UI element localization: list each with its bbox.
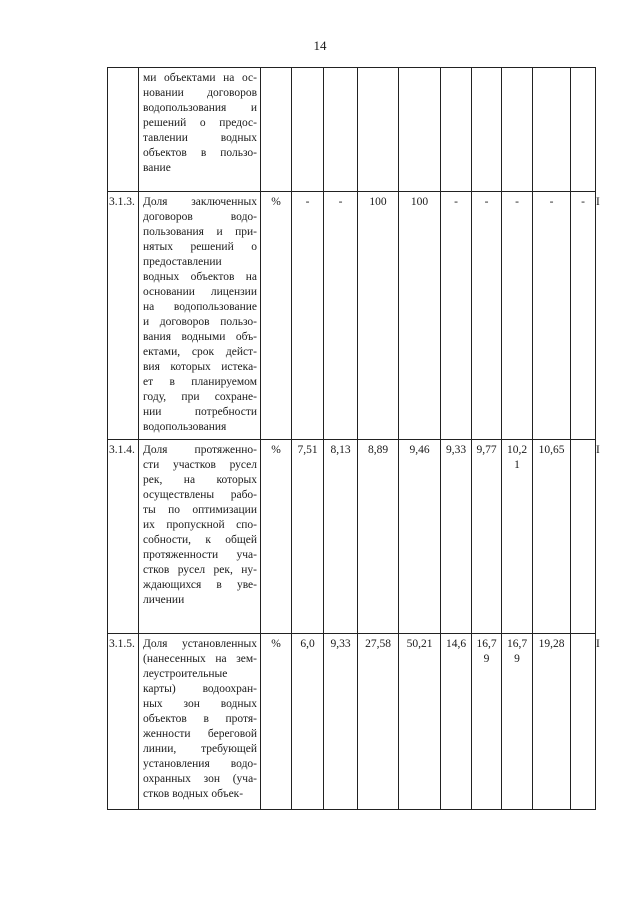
value-cell: 100 — [358, 192, 399, 440]
indicator-description-cell — [139, 440, 261, 634]
description-line: пользования и при- — [143, 226, 257, 238]
value-cell: 8,89 — [358, 440, 399, 634]
description-line: водных объектов на — [143, 271, 257, 283]
value-cell: 50,21 — [399, 634, 441, 810]
table-row: 3.1.4. Доля протяженно- сти участков русел рек, на которых осуществлены рабо- ты по оптимизации их пропускной спо- собности, к общей протяженности уча- стков русел рек, ну- ждающихся в уве- личении % 7,51 8,13 8,89 9,46 9,33 9,77 10,2 1 10,65 I — [108, 440, 596, 634]
description-line: тавлении водных — [143, 132, 257, 144]
value-cell — [358, 68, 399, 192]
description-line: году, при сохране- — [143, 391, 257, 403]
value-cell: - — [292, 192, 324, 440]
value-cell: - — [441, 192, 472, 440]
description-line: вия которых истека- — [143, 361, 257, 373]
description-line: объектов в протя- — [143, 713, 257, 725]
value-cell — [571, 634, 596, 810]
value-cell: 14,6 — [441, 634, 472, 810]
description-line: на водопользование — [143, 301, 257, 313]
value-cell: 16,7 9 — [502, 634, 533, 810]
value-cell: - — [324, 192, 358, 440]
description-line: собности, к общей — [143, 534, 257, 546]
value-cell — [502, 68, 533, 192]
description-line: сти участков русел — [143, 459, 257, 471]
value-cell — [292, 68, 324, 192]
description-line: объектов в пользо- — [143, 147, 257, 159]
value-cell: 9,33 — [324, 634, 358, 810]
unit-cell: % — [261, 440, 292, 634]
value-cell: 19,28 — [533, 634, 571, 810]
description-line: решений о предос- — [143, 117, 257, 129]
row-number-cell: 3.1.5. — [108, 634, 139, 810]
description-line: осуществлены рабо- — [143, 489, 257, 501]
value-cell: 9,33 — [441, 440, 472, 634]
description-line: ты по оптимизации — [143, 504, 257, 516]
indicator-table — [107, 67, 600, 810]
description-line: женности береговой — [143, 728, 257, 740]
description-line: охранных зон (уча- — [143, 773, 257, 785]
description-line: вания водными объ- — [143, 331, 257, 343]
description-line: ждающихся в уве- — [143, 579, 257, 591]
value-cell — [571, 68, 596, 192]
value-cell: - — [571, 192, 596, 440]
description-line: и договоров пользо- — [143, 316, 257, 328]
description-line: протяженности уча- — [143, 549, 257, 561]
description-line: леустроительные — [143, 668, 228, 680]
unit-cell: % — [261, 192, 292, 440]
value-cell: 7,51 — [292, 440, 324, 634]
description-line: нятых решений о — [143, 241, 257, 253]
description-line: новании договоров — [143, 87, 257, 99]
value-cell — [533, 68, 571, 192]
value-cell: 10,65 — [533, 440, 571, 634]
description-line: их пропускной спо- — [143, 519, 257, 531]
row-number-cell: 3.1.3. — [108, 192, 139, 440]
table-row: 3.1.5. Доля установленных (нанесенных на зем- леустроительные карты) водоохран- ных зон водных объектов в протя- женности береговой линии, требующей установления водо- охранных зон (уча- стков водных объек- % 6,0 9,33 27,58 50,21 14,6 16,7 9 16,7 9 19,28 I — [108, 634, 596, 810]
description-line: договоров водо- — [143, 211, 257, 223]
description-line: Доля заключенных — [143, 196, 257, 208]
value-cell: - — [533, 192, 571, 440]
description-line: вание — [143, 162, 171, 174]
description-line: (нанесенных на зем- — [143, 653, 257, 665]
description-line: стков водных объек- — [143, 788, 244, 800]
unit-cell — [261, 68, 292, 192]
value-cell: - — [472, 192, 502, 440]
value-cell — [571, 440, 596, 634]
table-row — [108, 68, 596, 192]
value-cell: 10,2 1 — [502, 440, 533, 634]
value-cell: 9,46 — [399, 440, 441, 634]
value-cell: 16,7 9 — [472, 634, 502, 810]
value-cell: 8,13 — [324, 440, 358, 634]
description-line: Доля протяженно- — [143, 444, 257, 456]
description-line: ет в планируемом — [143, 376, 257, 388]
value-cell — [441, 68, 472, 192]
value-cell — [399, 68, 441, 192]
row-number-cell: 3.1.4. — [108, 440, 139, 634]
description-line: линии, требующей — [143, 743, 257, 755]
value-cell: 9,77 — [472, 440, 502, 634]
row-number-cell — [108, 68, 139, 192]
description-line: личении — [143, 594, 185, 606]
value-cell: 27,58 — [358, 634, 399, 810]
value-cell — [324, 68, 358, 192]
description-line: ектами, срок дейст- — [143, 346, 257, 358]
indicator-description-cell — [139, 634, 261, 810]
value-cell: - — [502, 192, 533, 440]
indicator-description-cell — [139, 68, 261, 192]
description-line: основании лицензии — [143, 286, 257, 298]
description-line: Доля установленных — [143, 638, 257, 650]
description-line: карты) водоохран- — [143, 683, 257, 695]
value-cell — [472, 68, 502, 192]
table-row: 3.1.3. Доля заключенных договоров водо- пользования и при- нятых решений о предоставлении водных объектов на основании лицензии на водопользование и договоров пользо- вания водными объ- ектами, срок дейст- вия которых истека- ет в планируемом году, при сохране- нии потребности водопользования % - - 100 100 - - - - - I — [108, 192, 596, 440]
indicator-description-cell — [139, 192, 261, 440]
description-line: водопользования и — [143, 102, 257, 114]
description-line: предоставлении — [143, 256, 222, 268]
unit-cell: % — [261, 634, 292, 810]
description-line: рек, на которых — [143, 474, 257, 486]
description-line: стков русел рек, ну- — [143, 564, 257, 576]
page-number: 14 — [313, 38, 327, 53]
description-line: нии потребности — [143, 406, 257, 418]
value-cell: 6,0 — [292, 634, 324, 810]
description-line: водопользования — [143, 421, 227, 433]
description-line: ных зон водных — [143, 698, 257, 710]
description-line: установления водо- — [143, 758, 257, 770]
value-cell: 100 — [399, 192, 441, 440]
description-line: ми объектами на ос- — [143, 72, 257, 84]
